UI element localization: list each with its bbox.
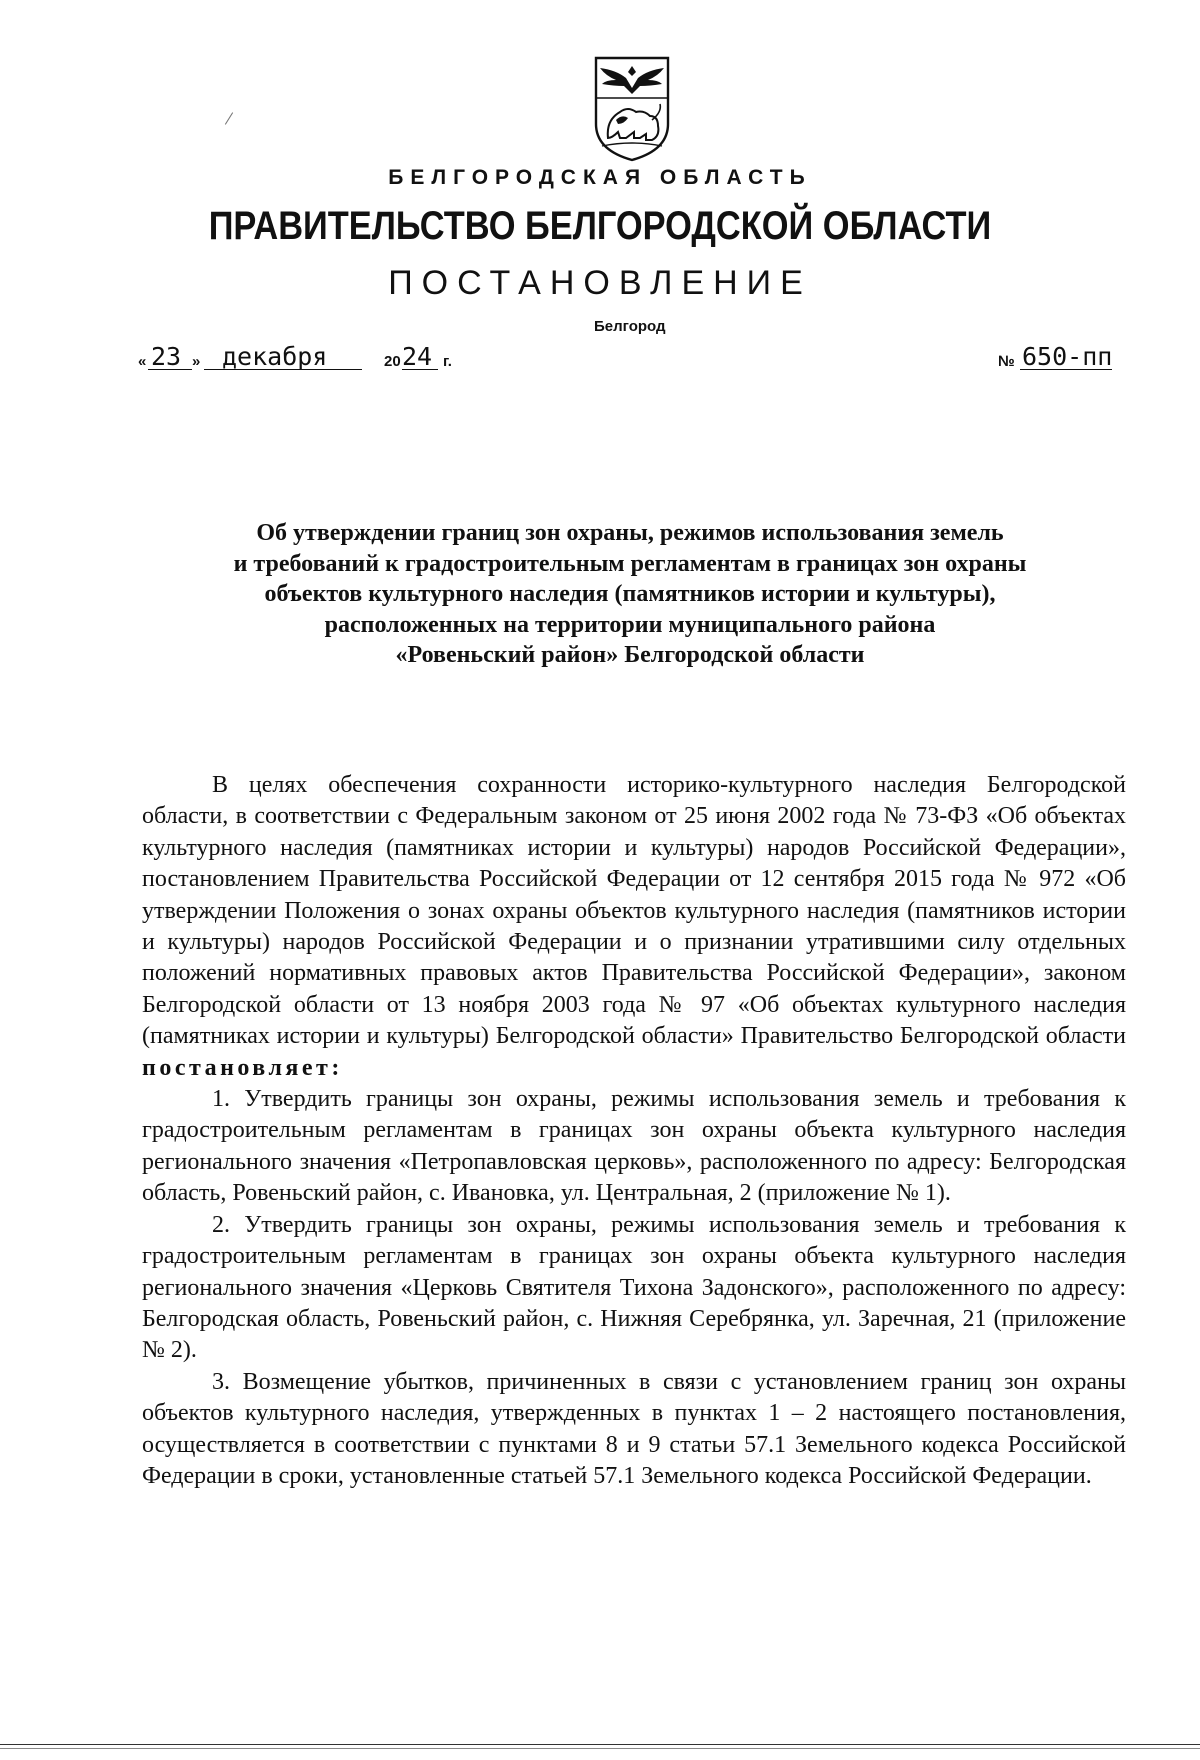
title-line: объектов культурного наследия (памятников истории и культуры), <box>264 581 996 607</box>
preamble-text: В целях обеспечения сохранности историко-культурного наследия Белгородской области, в соответствии с Федеральным законом от 25 июня 2002 года № 73-ФЗ «Об объектах культурного наследия (памятниках истории и культуры) народов Российской Федерации», постановлением Правительства Российской Федерации от 12 сентября 2015 года № 972 «Об утверждении Положения о зонах охраны объектов культурного наследия (памятников истории и культуры) народов Российской Федерации и о признании утратившими силу отдельных положений нормативных правовых актов Правительства Российской Федерации», законом Белгородской области от 13 ноября 2003 года № 97 «Об объектах культурного наследия (памятниках истории и культуры) Белгородской области» Правительство Белгородской области <box>142 772 1126 1050</box>
page-bottom-rule <box>0 1744 1200 1745</box>
document-kind: ПОСТАНОВЛЕНИЕ <box>388 264 812 302</box>
title-line: расположенных на территории муниципального района <box>324 611 936 638</box>
document-number <box>998 340 1128 374</box>
item-3-paragraph: 3. Возмещение убытков, причиненных в связи с установлением границ зон охраны объектов культурного наследия, утвержденных в пунктах 1 – 2 настоящего постановления, осуществляется в соответствии с пунктами 8 и 9 статьи 57.1 Земельного кодекса Российской Федерации в сроки, установленные статьей 57.1 Земельного кодекса Российской Федерации. <box>142 1368 1126 1489</box>
resolves-keyword: постановляет: <box>142 1054 343 1081</box>
number-label: № <box>998 353 1015 370</box>
document-body <box>142 770 1126 1492</box>
title-line: Об утверждении границ зон охраны, режимов использования земель <box>256 520 1004 546</box>
city-name: Белгород <box>594 318 666 335</box>
number-value: 650-пп <box>1022 342 1113 371</box>
region-name: БЕЛГОРОДСКАЯ ОБЛАСТЬ <box>388 166 812 189</box>
date-open-quote: « <box>138 353 147 370</box>
page-bottom-rule <box>0 1748 1200 1749</box>
item-1-paragraph: 1. Утвердить границы зон охраны, режимы использования земель и требования к градостроительным регламентам в границах зон охраны объекта культурного наследия регионального значения «Петропавловская церковь», расположенного по адресу: Белгородская область, Ровеньский район, с. Ивановка, ул. Центральная, 2 (приложение № 1). <box>142 1086 1126 1207</box>
preamble-paragraph <box>142 770 1126 1084</box>
date-close-quote: » <box>192 353 201 370</box>
coat-of-arms-emblem <box>588 54 676 164</box>
date-year-prefix: 20 <box>384 353 401 370</box>
date-year-suffix: 24 <box>402 342 433 371</box>
date-day: 23 <box>151 342 182 371</box>
document-title <box>140 518 1120 671</box>
item-2-paragraph: 2. Утвердить границы зон охраны, режимы использования земель и требования к градостроительным регламентам в границах зон охраны объекта культурного наследия регионального значения «Церковь Святителя Тихона Задонского», расположенного по адресу: Белгородская область, Ровеньский район, с. Нижняя Серебрянка, ул. Заречная, 21 (приложение № 2). <box>142 1211 1126 1364</box>
title-line: «Ровеньский район» Белгородской области <box>395 642 865 668</box>
date-month: декабря <box>222 342 328 371</box>
government-name: ПРАВИТЕЛЬСТВО БЕЛГОРОДСКОЙ ОБЛАСТИ <box>208 204 992 248</box>
stray-mark <box>225 112 233 124</box>
date-year-mark: г. <box>443 353 452 370</box>
document-date <box>138 340 478 374</box>
title-line: и требований к градостроительным регламентам в границах зон охраны <box>233 550 1027 577</box>
